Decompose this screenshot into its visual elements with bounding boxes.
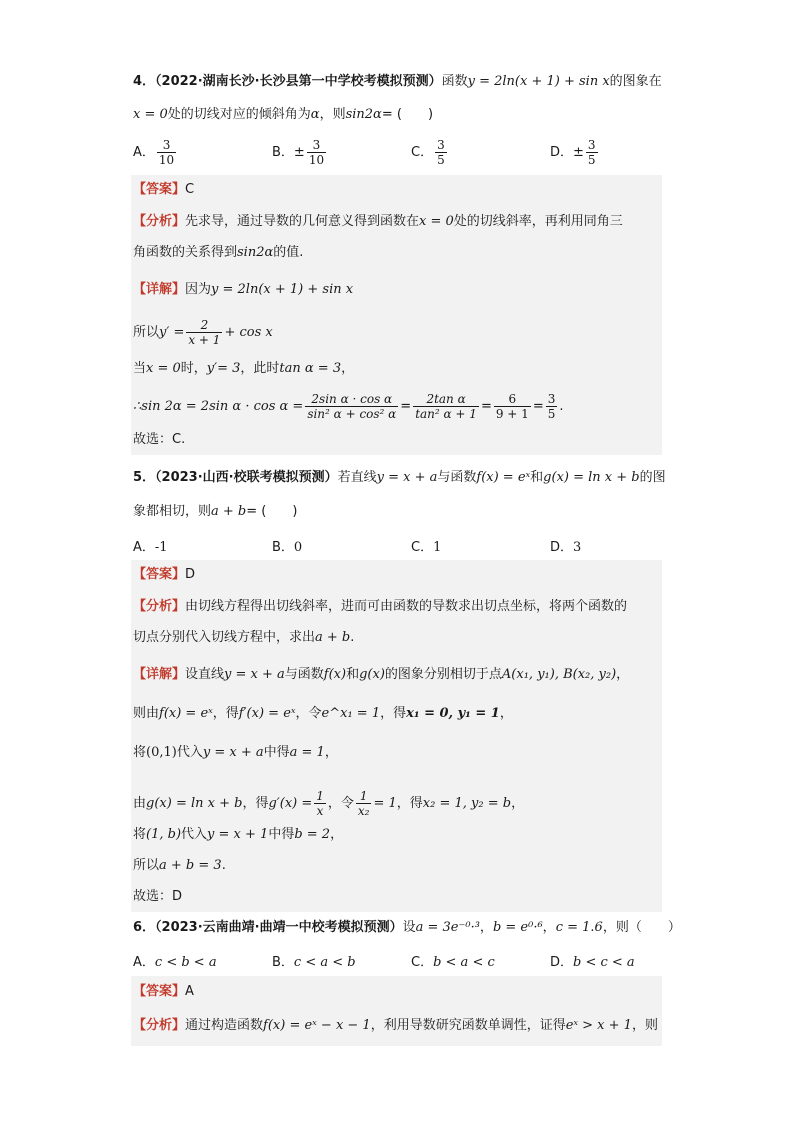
q5-option-c xyxy=(411,536,441,555)
fraction-den: 5 xyxy=(587,153,596,167)
fraction-num: 2sin α · cos α xyxy=(305,392,398,407)
q5-option-b xyxy=(272,536,302,555)
q4-x0: x = 0 xyxy=(133,107,168,122)
option-label: B． xyxy=(272,955,294,970)
math-inline: + cos x xyxy=(224,325,273,340)
option-text: -1 xyxy=(154,540,168,555)
fraction-den: 9 + 1 xyxy=(495,407,529,421)
math-inline: x₂ = 1, y₂ = b xyxy=(422,796,512,811)
detail-text: 中得 xyxy=(263,745,290,760)
math-inline: f(x) = eˣ xyxy=(159,706,213,721)
q5-analysis-line2 xyxy=(133,629,354,647)
stem-text: 和 xyxy=(530,470,544,485)
answer-value: A xyxy=(185,984,194,999)
option-fraction xyxy=(307,138,326,167)
q5-detail-line5 xyxy=(133,826,343,844)
q4-stem-line1 xyxy=(133,73,662,91)
option-text: b < c < a xyxy=(573,955,635,970)
option-fraction xyxy=(586,138,598,167)
detail-text: ， xyxy=(324,745,338,760)
detail-text: ，得 xyxy=(242,796,269,811)
q6-answer xyxy=(133,983,194,1001)
q6-option-c xyxy=(411,951,495,970)
choose-text: 故选：D xyxy=(133,889,183,904)
analysis-tag: 【分析】 xyxy=(133,1018,186,1033)
math-inline: a + b xyxy=(211,504,247,519)
analysis-tag: 【分析】 xyxy=(133,599,186,614)
math-inline: y = x + a xyxy=(224,667,285,682)
fraction-num: 1 xyxy=(316,789,324,803)
option-fraction xyxy=(435,138,447,167)
fraction xyxy=(413,392,479,421)
fraction-den: 5 xyxy=(437,153,445,167)
q6-analysis-line1 xyxy=(133,1017,658,1035)
q6-solution-panel xyxy=(131,976,662,1046)
fraction-num: 3 xyxy=(307,138,326,153)
analysis-text: 切点分别代入切线方程中，求出 xyxy=(133,630,316,645)
q6-number: 6． xyxy=(133,920,156,935)
detail-text: 因为 xyxy=(185,282,212,297)
fraction-den: x xyxy=(316,804,324,818)
option-label: A． xyxy=(133,540,155,555)
fraction-den: sin² α + cos² α xyxy=(307,407,397,421)
stem-text: 的图 xyxy=(639,470,666,485)
q4-option-d xyxy=(550,138,600,167)
q5-answer xyxy=(133,566,195,584)
q4-stem-text: 函数 xyxy=(441,74,468,89)
detail-text: 将 xyxy=(133,827,147,842)
detail-text: 将 xyxy=(133,745,147,760)
q4-function: y = 2ln(x + 1) + sin x xyxy=(467,74,610,89)
fraction-num: 3 xyxy=(587,138,596,152)
detail-text: 代入 xyxy=(181,827,208,842)
detail-text: ，令 xyxy=(327,796,354,811)
q6-option-b xyxy=(272,951,356,970)
detail-text: 则由 xyxy=(133,706,160,721)
math-inline: x₁ = 0, y₁ = 1 xyxy=(406,706,500,721)
detail-text: ， xyxy=(511,796,525,811)
detail-text: 设直线 xyxy=(185,667,225,682)
option-label: B． xyxy=(272,540,294,555)
option-label: A． xyxy=(133,145,155,160)
math-inline: g(x) = ln x + b xyxy=(543,470,640,485)
option-label: B． xyxy=(272,145,294,160)
math-inline: y′ = xyxy=(159,325,185,340)
detail-text: 的图象分别相切于点 xyxy=(384,667,502,682)
detail-text: ，得 xyxy=(380,706,407,721)
math-inline: a = 1 xyxy=(289,745,325,760)
option-text: 3 xyxy=(573,540,582,555)
detail-text: 所以 xyxy=(133,858,160,873)
math-inline: ∴sin 2α = 2sin α · cos α = xyxy=(133,399,304,414)
math-inline: (0,1) xyxy=(146,745,177,760)
analysis-text: 的值. xyxy=(273,245,304,260)
math-inline: a = 3e⁻⁰·³ xyxy=(415,920,480,935)
stem-text: 象都相切，则 xyxy=(133,504,212,519)
stem-text: = ( ) xyxy=(246,504,298,519)
math-inline: f(x) = eˣ − x − 1 xyxy=(263,1018,371,1033)
q4-source: （2022·湖南长沙·长沙县第一中学校考模拟预测） xyxy=(155,74,442,89)
q4-detail-line2 xyxy=(133,318,273,347)
math-inline: y = x + a xyxy=(376,470,438,485)
q5-detail-line4 xyxy=(133,789,524,818)
option-text: b < a < c xyxy=(433,955,495,970)
stem-text: ，则（ ） xyxy=(602,920,681,935)
detail-text: 与函数 xyxy=(284,667,324,682)
math-inline: y = 2ln(x + 1) + sin x xyxy=(211,282,354,297)
detail-text: ， xyxy=(499,706,513,721)
fraction xyxy=(305,392,398,421)
fraction-num: 3 xyxy=(437,138,445,152)
math-inline: a + b = 3 xyxy=(159,858,222,873)
option-label: D． xyxy=(550,540,574,555)
math-inline: eˣ > x + 1 xyxy=(565,1018,632,1033)
q5-detail-line2 xyxy=(133,705,513,723)
q4-stem-text-c: 处的切线对应的倾斜角为 xyxy=(167,107,311,122)
q4-stem-text-d: ，则 xyxy=(319,107,346,122)
fraction xyxy=(356,789,372,818)
math-inline: y′= 3 xyxy=(206,361,241,376)
math-inline: b = 2 xyxy=(294,827,331,842)
option-text: 1 xyxy=(433,540,442,555)
detail-text: 由 xyxy=(133,796,147,811)
answer-value: C xyxy=(185,182,195,197)
option-text: c < b < a xyxy=(154,955,217,970)
option-fraction xyxy=(157,138,176,167)
option-label: C． xyxy=(411,145,434,160)
math-inline: y = x + 1 xyxy=(207,827,269,842)
math-inline: f′(x) = eˣ xyxy=(238,706,296,721)
math-inline: b = e⁰·⁶ xyxy=(492,920,543,935)
q5-option-a xyxy=(133,536,168,555)
q5-option-d xyxy=(550,536,581,555)
math-inline: g(x) xyxy=(359,667,385,682)
option-sign: ± xyxy=(573,145,584,160)
detail-text: 代入 xyxy=(176,745,203,760)
detail-text: ，此时 xyxy=(240,361,280,376)
option-label: C． xyxy=(411,540,434,555)
q6-stem xyxy=(133,919,681,937)
math-inline: e^x₁ = 1 xyxy=(321,706,381,721)
detail-text: ， xyxy=(341,361,355,376)
fraction xyxy=(546,392,558,421)
math-inline: tan α = 3 xyxy=(279,361,342,376)
detail-text: ，令 xyxy=(295,706,322,721)
analysis-text: 先求导，通过导数的几何意义得到函数在 xyxy=(185,214,420,229)
math-inline: f(x) = eˣ xyxy=(476,470,531,485)
fraction-den: x₂ xyxy=(357,804,370,818)
q4-stem-paren: = ( ) xyxy=(381,107,434,122)
equals: = xyxy=(480,399,492,414)
analysis-text: 通过构造函数 xyxy=(185,1018,264,1033)
fraction-den: x + 1 xyxy=(188,333,221,347)
analysis-text: 角函数的关系得到 xyxy=(133,245,238,260)
q6-option-d xyxy=(550,951,635,970)
detail-text: 中得 xyxy=(268,827,295,842)
q4-sin2a: sin2α xyxy=(345,107,382,122)
analysis-text: 由切线方程得出切线斜率，进而可由函数的导数求出切点坐标，将两个函数的 xyxy=(185,599,628,614)
fraction-num: 6 xyxy=(494,392,531,407)
q5-stem-line1 xyxy=(133,469,666,487)
stem-text: ， xyxy=(542,920,556,935)
detail-text: ， xyxy=(330,827,344,842)
period: . xyxy=(559,399,564,414)
detail-text: 时， xyxy=(180,361,207,376)
q4-detail-line4 xyxy=(133,392,564,421)
q4-stem-line2 xyxy=(133,106,433,124)
detail-text: ，得 xyxy=(212,706,239,721)
derivative-fraction xyxy=(186,318,222,347)
fraction-den: 10 xyxy=(158,153,175,167)
analysis-text: . xyxy=(350,630,355,645)
q5-detail-line6 xyxy=(133,857,226,875)
fraction-num: 2tan α xyxy=(413,392,479,407)
q4-number: 4． xyxy=(133,74,156,89)
q4-detail-line1 xyxy=(133,281,353,299)
q5-number: 5． xyxy=(133,470,156,485)
detail-text: 和 xyxy=(346,667,360,682)
choose-text: 故选：C. xyxy=(133,432,186,447)
q4-analysis-line1 xyxy=(133,213,623,231)
detail-text: ，得 xyxy=(396,796,423,811)
q5-detail-line1 xyxy=(133,666,629,684)
q5-detail-line3 xyxy=(133,744,338,762)
fraction-num: 2 xyxy=(186,318,222,333)
q4-option-b xyxy=(272,138,328,167)
equals: = xyxy=(532,399,544,414)
q5-source: （2023·山西·校联考模拟预测） xyxy=(155,470,338,485)
detail-text: . xyxy=(221,858,226,873)
q4-stem-text-b: 的图象在 xyxy=(609,74,662,89)
analysis-text: ，则 xyxy=(631,1018,658,1033)
stem-text: 与函数 xyxy=(437,470,477,485)
option-text: 0 xyxy=(293,540,303,555)
option-text: c < a < b xyxy=(293,955,356,970)
analysis-text: ，利用导数研究函数单调性，证得 xyxy=(370,1018,566,1033)
answer-tag: 【答案】 xyxy=(133,182,186,197)
q5-analysis-line1 xyxy=(133,598,627,616)
stem-text: 若直线 xyxy=(337,470,377,485)
q4-option-c xyxy=(411,138,449,167)
answer-tag: 【答案】 xyxy=(133,984,186,999)
q4-answer xyxy=(133,181,194,199)
detail-text: 当 xyxy=(133,361,147,376)
analysis-tag: 【分析】 xyxy=(133,214,186,229)
math-inline: x = 0 xyxy=(146,361,181,376)
fraction xyxy=(494,392,531,421)
answer-tag: 【答案】 xyxy=(133,567,186,582)
stem-text: ， xyxy=(479,920,493,935)
math-inline: y = x + a xyxy=(202,745,264,760)
analysis-text: 处的切线斜率，再利用同角三 xyxy=(453,214,623,229)
q5-stem-line2 xyxy=(133,503,297,521)
fraction-den: 5 xyxy=(547,407,556,421)
detail-tag: 【详解】 xyxy=(133,667,186,682)
q4-analysis-line2 xyxy=(133,244,303,262)
q4-detail-line3 xyxy=(133,360,354,378)
option-label: D． xyxy=(550,145,574,160)
option-label: A． xyxy=(133,955,155,970)
fraction-den: 10 xyxy=(308,153,325,167)
equals: = xyxy=(400,399,412,414)
answer-value: D xyxy=(185,567,196,582)
q4-choose xyxy=(133,431,185,449)
math-inline: g′(x) = xyxy=(268,796,313,811)
q5-choose xyxy=(133,888,182,906)
math-inline: A(x₁, y₁), B(x₂, y₂) xyxy=(501,667,617,682)
fraction-num: 1 xyxy=(356,789,372,804)
q6-option-a xyxy=(133,951,217,970)
math-inline: = 1 xyxy=(373,796,397,811)
fraction-num: 3 xyxy=(547,392,556,406)
math-inline: x = 0 xyxy=(419,214,454,229)
math-inline: f(x) xyxy=(323,667,347,682)
q6-source: （2023·云南曲靖·曲靖一中校考模拟预测） xyxy=(155,920,403,935)
fraction-num: 3 xyxy=(157,138,176,153)
math-inline: (1, b) xyxy=(146,827,182,842)
detail-text: 所以 xyxy=(133,325,160,340)
fraction-den: tan² α + 1 xyxy=(415,407,477,421)
detail-text: ， xyxy=(616,667,630,682)
option-label: C． xyxy=(411,955,434,970)
option-label: D． xyxy=(550,955,574,970)
q4-option-a xyxy=(133,138,178,167)
option-sign: ± xyxy=(293,145,305,160)
math-inline: sin2α xyxy=(237,245,274,260)
math-inline: a + b xyxy=(315,630,351,645)
fraction xyxy=(314,789,326,818)
math-inline: c = 1.6 xyxy=(555,920,603,935)
q4-alpha: α xyxy=(310,107,320,122)
detail-tag: 【详解】 xyxy=(133,282,186,297)
math-inline: g(x) = ln x + b xyxy=(146,796,243,811)
stem-text: 设 xyxy=(402,920,416,935)
